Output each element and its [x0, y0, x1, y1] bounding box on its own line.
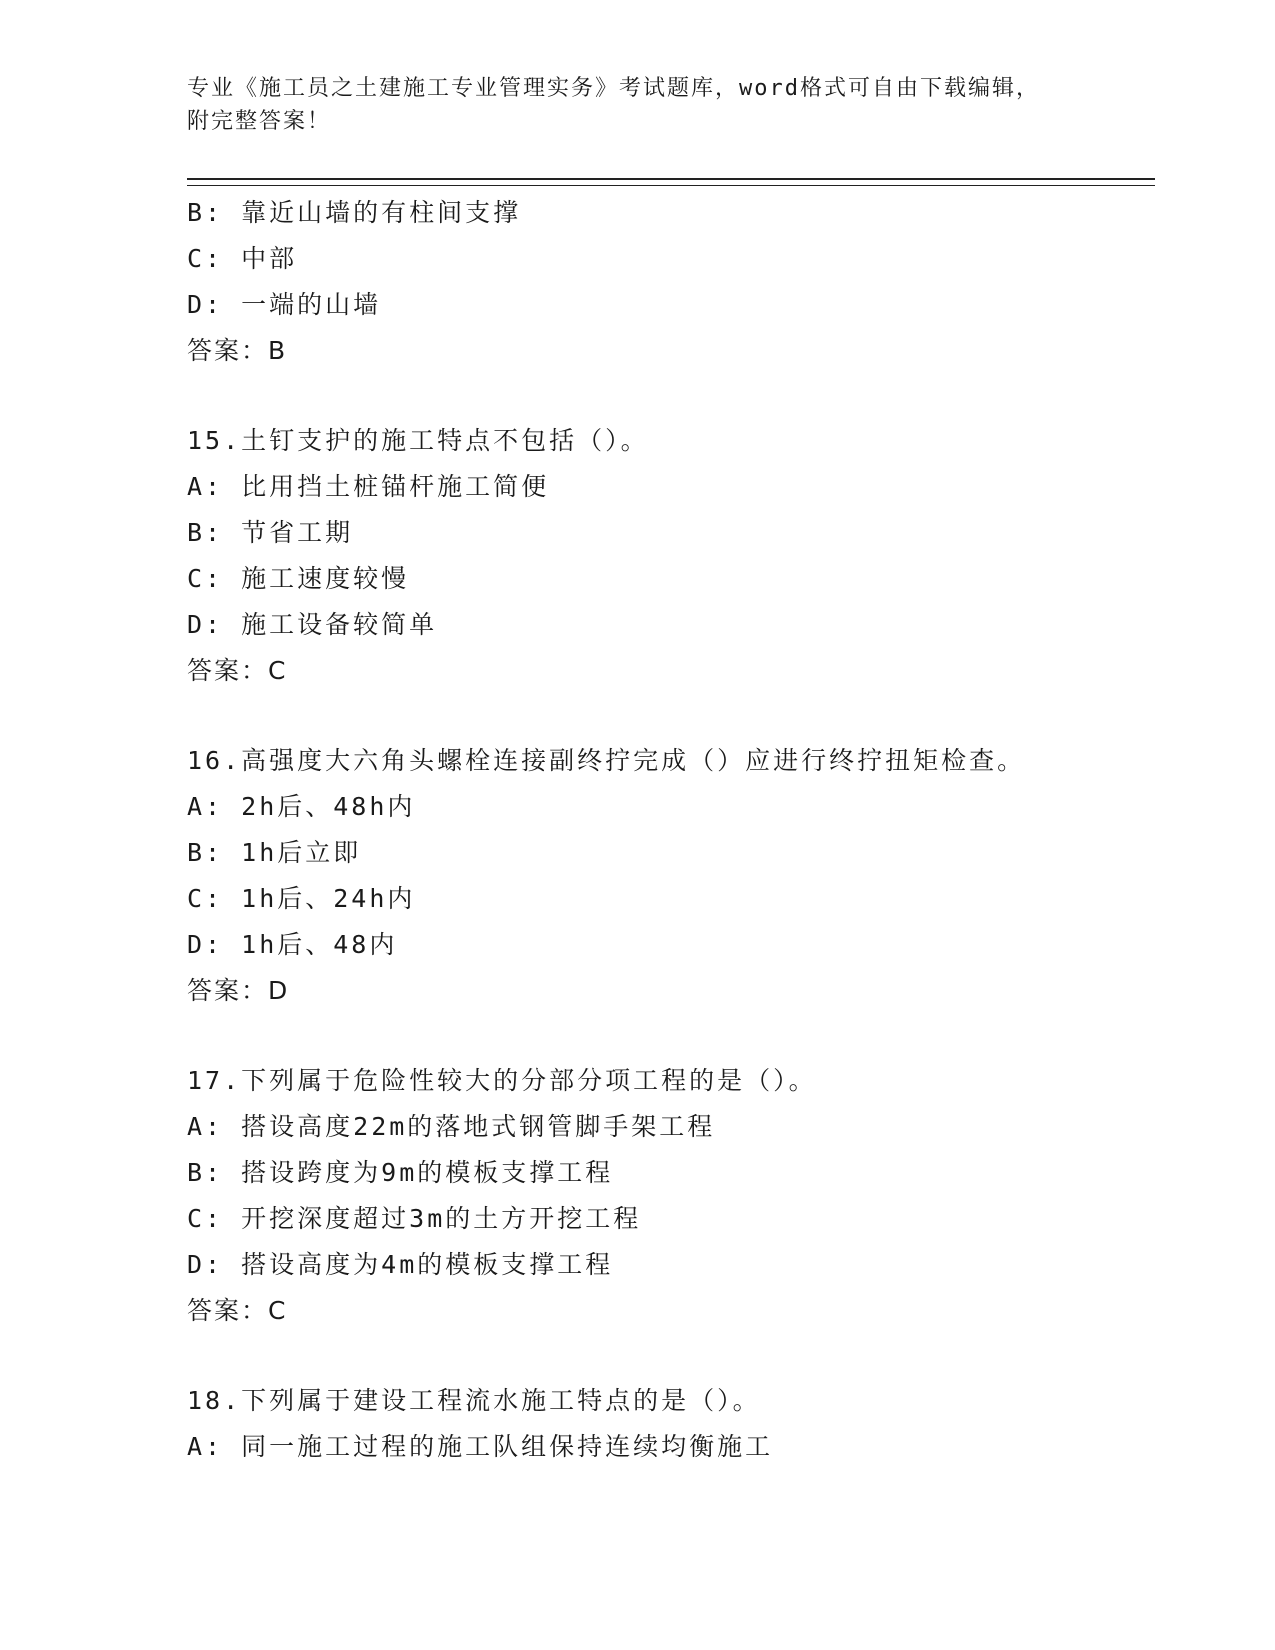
option-c: C: 施工速度较慢: [187, 564, 410, 593]
question-block-16: [187, 738, 1147, 1014]
option-a: A: 同一施工过程的施工队组保持连续均衡施工: [187, 1432, 774, 1461]
option-a: A: 搭设高度22m的落地式钢管脚手架工程: [187, 1112, 716, 1141]
question-text: 15.土钉支护的施工特点不包括（）。: [187, 426, 649, 455]
option-d: D: 搭设高度为4m的模板支撑工程: [187, 1250, 614, 1279]
question-text: 18.下列属于建设工程流水施工特点的是（）。: [187, 1386, 761, 1415]
option-b: B: 节省工期: [187, 518, 354, 547]
answer: 答案：C: [187, 656, 288, 685]
option-d: D: 1h后、48内: [187, 930, 398, 959]
header-line-2: 附完整答案！: [187, 109, 332, 134]
option-d: D: 一端的山墙: [187, 290, 382, 319]
option-c: C: 1h后、24h内: [187, 884, 416, 913]
question-block-15: [187, 418, 1147, 694]
option-c: C: 中部: [187, 244, 298, 273]
option-b: B: 搭设跨度为9m的模板支撑工程: [187, 1158, 614, 1187]
header-line-1: 专业《施工员之土建施工专业管理实务》考试题库，word格式可自由下载编辑，: [187, 76, 1040, 101]
answer: 答案：D: [187, 976, 290, 1005]
question-text: 17.下列属于危险性较大的分部分项工程的是（）。: [187, 1066, 817, 1095]
question-text: 16.高强度大六角头螺栓连接副终拧完成（）应进行终拧扭矩检查。: [187, 746, 1026, 775]
option-a: A: 比用挡土桩锚杆施工简便: [187, 472, 550, 501]
option-b: B: 1h后立即: [187, 838, 362, 867]
document-header: [187, 72, 1087, 138]
question-block-14: [187, 190, 1147, 374]
question-list: [187, 190, 1147, 1470]
option-c: C: 开挖深度超过3m的土方开挖工程: [187, 1204, 642, 1233]
question-block-17: [187, 1058, 1147, 1334]
question-block-18: [187, 1378, 1147, 1470]
option-d: D: 施工设备较简单: [187, 610, 438, 639]
header-divider: [187, 178, 1155, 186]
option-b: B: 靠近山墙的有柱间支撑: [187, 198, 522, 227]
answer: 答案：C: [187, 1296, 288, 1325]
option-a: A: 2h后、48h内: [187, 792, 416, 821]
answer: 答案：B: [187, 336, 288, 365]
